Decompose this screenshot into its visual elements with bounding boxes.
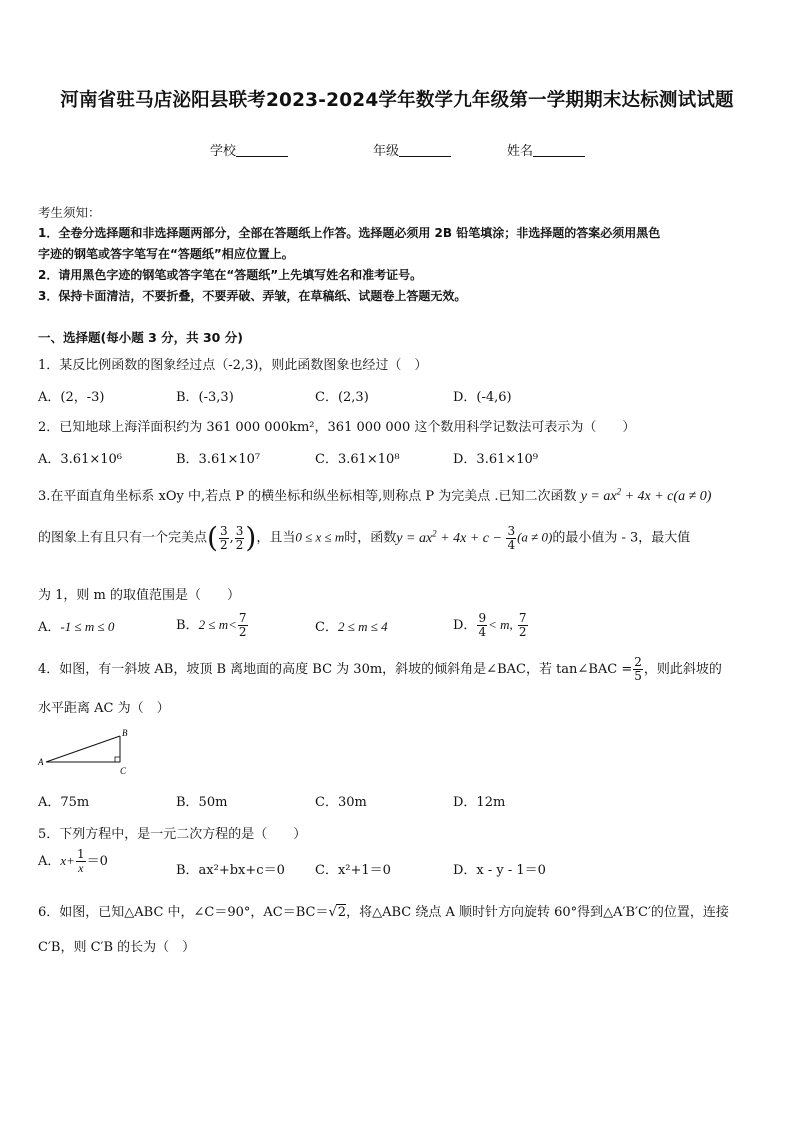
notice-item-1: 1．全卷分选择题和非选择题两部分，全部在答题纸上作答。选择题必须用 2B 铅笔填涂；非选择题的答案必须用黑色	[38, 226, 661, 240]
q1-option-b[interactable]: B．(-3,3)	[176, 390, 234, 405]
q5-option-c[interactable]: C．x²+1＝0	[315, 863, 391, 878]
question-3-line-2: 的图象上有且只有一个完美点( $\frac{3}{2}$ , $\frac{3}{2}$ )，且当0 ≤ x ≤ m时，函数$y = ax^2 + 4x + c$ − $\frac{3}{4}$ (a ≠ 0)的最小值为 - 3，最大值	[38, 521, 691, 554]
q4-option-d[interactable]: D．12m	[453, 795, 506, 810]
q3-fraction: $\frac{3}{2}$	[235, 523, 244, 552]
q2-option-c[interactable]: C．3.61×10⁸	[315, 452, 400, 467]
q4-option-a[interactable]: A．75m	[38, 795, 90, 810]
q4-fraction: $\frac{2}{5}$	[634, 655, 642, 683]
grade-field[interactable]: 年级	[373, 140, 451, 159]
question-3-line-1: 3.在平面直角坐标系 xOy 中,若点 P 的横坐标和纵坐标相等,则称点 P 为完美点 .已知二次函数 $y = ax^2 + 4x + c(a \ne 0)$	[38, 486, 712, 504]
q5-option-b[interactable]: B．ax²+bx+c＝0	[176, 863, 285, 878]
section-heading: 一、选择题(每小题 3 分，共 30 分)	[38, 330, 243, 345]
school-field[interactable]: 学校	[210, 140, 288, 159]
label-b: B	[122, 728, 128, 738]
question-6-line-1: 6．如图，已知△ABC 中，∠C＝90°，AC＝BC＝√2，将△ABC 绕点 A 顺时针方向旋转 60°得到△A′B′C′的位置，连接	[38, 905, 729, 920]
question-5-stem: 5．下列方程中，是一元二次方程的是（ ）	[38, 827, 307, 842]
label-c: C	[120, 766, 127, 776]
notice-item-1-cont: 字迹的钢笔或答字笔写在“答题纸”相应位置上。	[38, 247, 294, 261]
q2-option-d[interactable]: D．3.61×10⁹	[453, 452, 539, 467]
q4-option-b[interactable]: B．50m	[176, 795, 228, 810]
q3-option-b[interactable]: B．2 ≤ m< $\frac{7}{2}$	[176, 611, 247, 639]
right-angle-mark	[115, 757, 120, 762]
notice-item-2: 2．请用黑色字迹的钢笔或答字笔在“答题纸”上先填写姓名和准考证号。	[38, 268, 423, 282]
q3-option-c[interactable]: C．2 ≤ m ≤ 4	[315, 619, 388, 635]
page-title: 河南省驻马店泌阳县联考2023-2024学年数学九年级第一学期期末达标测试试题	[60, 90, 734, 111]
notice-item-3: 3．保持卡面清洁，不要折叠，不要弄破、弄皱，在草稿纸、试题卷上答题无效。	[38, 289, 467, 303]
question-3-line-3: 为 1，则 m 的取值范围是（ ）	[38, 588, 240, 603]
q3-option-a[interactable]: A．-1 ≤ m ≤ 0	[38, 619, 115, 635]
q3-option-d[interactable]: D． $\frac{9}{4}$ < m, $\frac{7}{2}$	[453, 611, 527, 639]
q2-option-a[interactable]: A．3.61×10⁶	[38, 452, 122, 467]
question-4-line-1: 4．如图，有一斜坡 AB，坡顶 B 离地面的高度 BC 为 30m，斜坡的倾斜角是∠BAC，若 tan∠BAC = $\frac{2}{5}$ ，则此斜坡的	[38, 655, 722, 683]
slope-ab	[46, 736, 120, 762]
sqrt-2: √2	[328, 905, 347, 920]
q1-option-d[interactable]: D．(-4,6)	[453, 390, 512, 405]
q4-option-c[interactable]: C．30m	[315, 795, 367, 810]
q5-option-a[interactable]: A．x+ $\frac{1}{x}$ ＝0	[38, 847, 108, 875]
question-2-stem: 2．已知地球上海洋面积约为 361 000 000km²，361 000 000 这个数用科学记数法可表示为（ ）	[38, 420, 636, 435]
q1-option-c[interactable]: C．(2,3)	[315, 390, 369, 405]
name-field[interactable]: 姓名	[507, 140, 585, 159]
q5-option-d[interactable]: D．x - y - 1＝0	[453, 863, 546, 878]
question-4-line-2: 水平距离 AC 为（ ）	[38, 701, 170, 716]
q3-fraction: $\frac{3}{2}$	[219, 523, 228, 552]
question-6-line-2: C′B，则 C′B 的长为（ ）	[38, 940, 196, 955]
q3-function-expr: $y = ax^2 + 4x + c(a \ne 0)$	[580, 486, 712, 504]
slope-triangle-figure	[36, 726, 136, 778]
question-1-stem: 1．某反比例函数的图象经过点（-2,3)，则此函数图象也经过（ ）	[38, 358, 428, 373]
q2-option-b[interactable]: B．3.61×10⁷	[176, 452, 261, 467]
notice-heading: 考生须知：	[38, 205, 101, 220]
q1-option-a[interactable]: A．(2，-3)	[38, 390, 105, 405]
q3-fraction: $\frac{3}{4}$	[507, 523, 516, 552]
label-a: A	[38, 757, 44, 767]
